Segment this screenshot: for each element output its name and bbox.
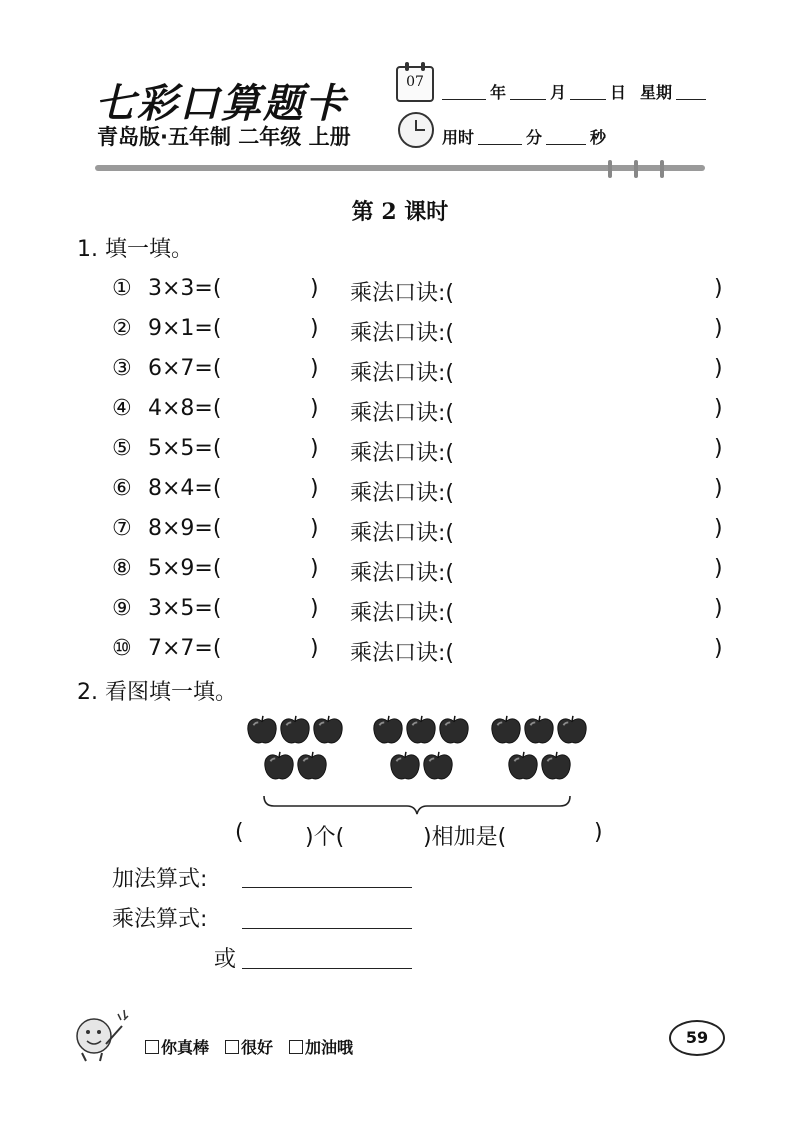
rating-option-2[interactable] (225, 1035, 273, 1058)
product-answer-blank[interactable] (244, 316, 308, 342)
fill-open-1: ( (235, 820, 244, 845)
lesson-title: 第 2 课时 (351, 199, 449, 225)
addition-label: 加法算式: (112, 867, 208, 892)
calendar-icon (396, 66, 434, 102)
exercise-index: ⑦ (112, 516, 132, 541)
product-answer-blank[interactable] (244, 356, 308, 382)
formula-label: 乘法口诀:( (350, 441, 454, 466)
apple-icon (371, 714, 405, 746)
apple-icon (555, 714, 589, 746)
formula-label: 乘法口诀:( (350, 401, 454, 426)
month-blank[interactable] (510, 98, 546, 100)
exercise-expression: 5×9=( (148, 556, 222, 581)
rating-label: 加油哦 (305, 1038, 354, 1057)
product-answer-blank[interactable] (244, 516, 308, 542)
product-answer-blank[interactable] (244, 396, 308, 422)
grouping-brace (262, 794, 572, 816)
section1-title: 1. 填一填。 (77, 237, 193, 262)
exercise-expression: 7×7=( (148, 636, 222, 661)
close-paren: ) (310, 596, 319, 621)
fill-mid-1: )个( (305, 825, 345, 850)
formula-answer-blank[interactable] (492, 436, 712, 462)
close-paren: ) (714, 636, 723, 661)
close-paren: ) (714, 476, 723, 501)
close-paren: ) (310, 636, 319, 661)
rating-label: 很好 (241, 1038, 274, 1057)
exercise-expression: 3×5=( (148, 596, 222, 621)
apple-icon (278, 714, 312, 746)
formula-label: 乘法口诀:( (350, 601, 454, 626)
formula-label: 乘法口诀:( (350, 321, 454, 346)
close-paren: ) (714, 516, 723, 541)
exercise-index: ② (112, 316, 132, 341)
checkbox[interactable] (145, 1040, 159, 1054)
formula-answer-blank[interactable] (492, 476, 712, 502)
divider-tick (608, 160, 612, 178)
calendar-number: 07 (406, 74, 424, 90)
apple-icon (311, 714, 345, 746)
exercise-expression: 8×4=( (148, 476, 222, 501)
weekday-blank[interactable] (676, 98, 706, 100)
close-paren: ) (310, 436, 319, 461)
close-paren: ) (714, 316, 723, 341)
apple-icon (421, 750, 455, 782)
exercise-expression: 5×5=( (148, 436, 222, 461)
product-answer-blank[interactable] (244, 476, 308, 502)
close-paren: ) (714, 276, 723, 301)
divider-tick (634, 160, 638, 178)
self-rating (145, 1035, 353, 1058)
exercise-index: ⑨ (112, 596, 132, 621)
close-paren: ) (310, 556, 319, 581)
formula-answer-blank[interactable] (492, 396, 712, 422)
product-answer-blank[interactable] (244, 596, 308, 622)
formula-answer-blank[interactable] (492, 636, 712, 662)
formula-answer-blank[interactable] (492, 516, 712, 542)
formula-answer-blank[interactable] (492, 596, 712, 622)
formula-answer-blank[interactable] (492, 556, 712, 582)
formula-label: 乘法口诀:( (350, 521, 454, 546)
formula-label: 乘法口诀:( (350, 641, 454, 666)
exercise-index: ⑩ (112, 636, 132, 661)
exercise-expression: 6×7=( (148, 356, 222, 381)
exercise-expression: 4×8=( (148, 396, 222, 421)
apple-icon (489, 714, 523, 746)
mascot-icon (72, 1006, 134, 1066)
rating-option-1[interactable] (145, 1035, 209, 1058)
apple-icon (539, 750, 573, 782)
product-answer-blank[interactable] (244, 636, 308, 662)
close-paren: ) (310, 516, 319, 541)
rating-option-3[interactable] (289, 1035, 353, 1058)
exercise-index: ③ (112, 356, 132, 381)
formula-answer-blank[interactable] (492, 276, 712, 302)
divider-tick (660, 160, 664, 178)
time-prefix: 用时 (442, 128, 475, 147)
product-answer-blank[interactable] (244, 436, 308, 462)
exercise-expression: 8×9=( (148, 516, 222, 541)
apple-icon (262, 750, 296, 782)
seconds-blank[interactable] (546, 143, 586, 145)
close-paren: ) (310, 396, 319, 421)
addition-answer-line[interactable] (242, 886, 412, 888)
multiplication-answer-line-1[interactable] (242, 927, 412, 929)
day-blank[interactable] (570, 98, 606, 100)
or-label: 或 (214, 947, 237, 972)
minutes-blank[interactable] (478, 143, 522, 145)
close-paren: ) (714, 596, 723, 621)
date-fields (442, 80, 706, 103)
year-label: 年 (490, 83, 507, 102)
apple-icon (522, 714, 556, 746)
rating-label: 你真棒 (161, 1038, 210, 1057)
formula-answer-blank[interactable] (492, 316, 712, 342)
section2-title: 2. 看图填一填。 (77, 680, 237, 705)
exercise-index: ④ (112, 396, 132, 421)
day-label: 日 (610, 83, 627, 102)
checkbox[interactable] (289, 1040, 303, 1054)
close-paren: ) (714, 396, 723, 421)
exercise-index: ⑤ (112, 436, 132, 461)
exercise-index: ⑥ (112, 476, 132, 501)
apple-icon (245, 714, 279, 746)
clock-icon (398, 112, 434, 148)
edition-label: 青岛版·五年制 二年级 上册 (97, 125, 351, 149)
close-paren: ) (714, 436, 723, 461)
fill-close: ) (594, 820, 603, 845)
product-answer-blank[interactable] (244, 556, 308, 582)
minutes-label: 分 (526, 128, 543, 147)
formula-label: 乘法口诀:( (350, 481, 454, 506)
apple-icon (506, 750, 540, 782)
weekday-label: 星期 (640, 83, 673, 102)
formula-label: 乘法口诀:( (350, 281, 454, 306)
formula-label: 乘法口诀:( (350, 361, 454, 386)
apple-icon (295, 750, 329, 782)
apple-icon (437, 714, 471, 746)
multiplication-label: 乘法算式: (112, 907, 208, 932)
apple-icon (404, 714, 438, 746)
exercise-index: ① (112, 276, 132, 301)
close-paren: ) (310, 356, 319, 381)
close-paren: ) (310, 276, 319, 301)
exercise-expression: 3×3=( (148, 276, 222, 301)
checkbox[interactable] (225, 1040, 239, 1054)
seconds-label: 秒 (590, 128, 607, 147)
year-blank[interactable] (442, 98, 486, 100)
formula-label: 乘法口诀:( (350, 561, 454, 586)
header-divider (95, 165, 705, 171)
close-paren: ) (714, 556, 723, 581)
close-paren: ) (714, 356, 723, 381)
exercise-expression: 9×1=( (148, 316, 222, 341)
fill-mid-2: )相加是( (423, 825, 507, 850)
apple-icon (388, 750, 422, 782)
month-label: 月 (550, 83, 567, 102)
formula-answer-blank[interactable] (492, 356, 712, 382)
brand-title: 七彩口算题卡 (95, 80, 347, 127)
close-paren: ) (310, 476, 319, 501)
product-answer-blank[interactable] (244, 276, 308, 302)
multiplication-answer-line-2[interactable] (242, 967, 412, 969)
time-fields (442, 125, 606, 148)
exercise-index: ⑧ (112, 556, 132, 581)
page-number: 59 (669, 1020, 725, 1056)
close-paren: ) (310, 316, 319, 341)
